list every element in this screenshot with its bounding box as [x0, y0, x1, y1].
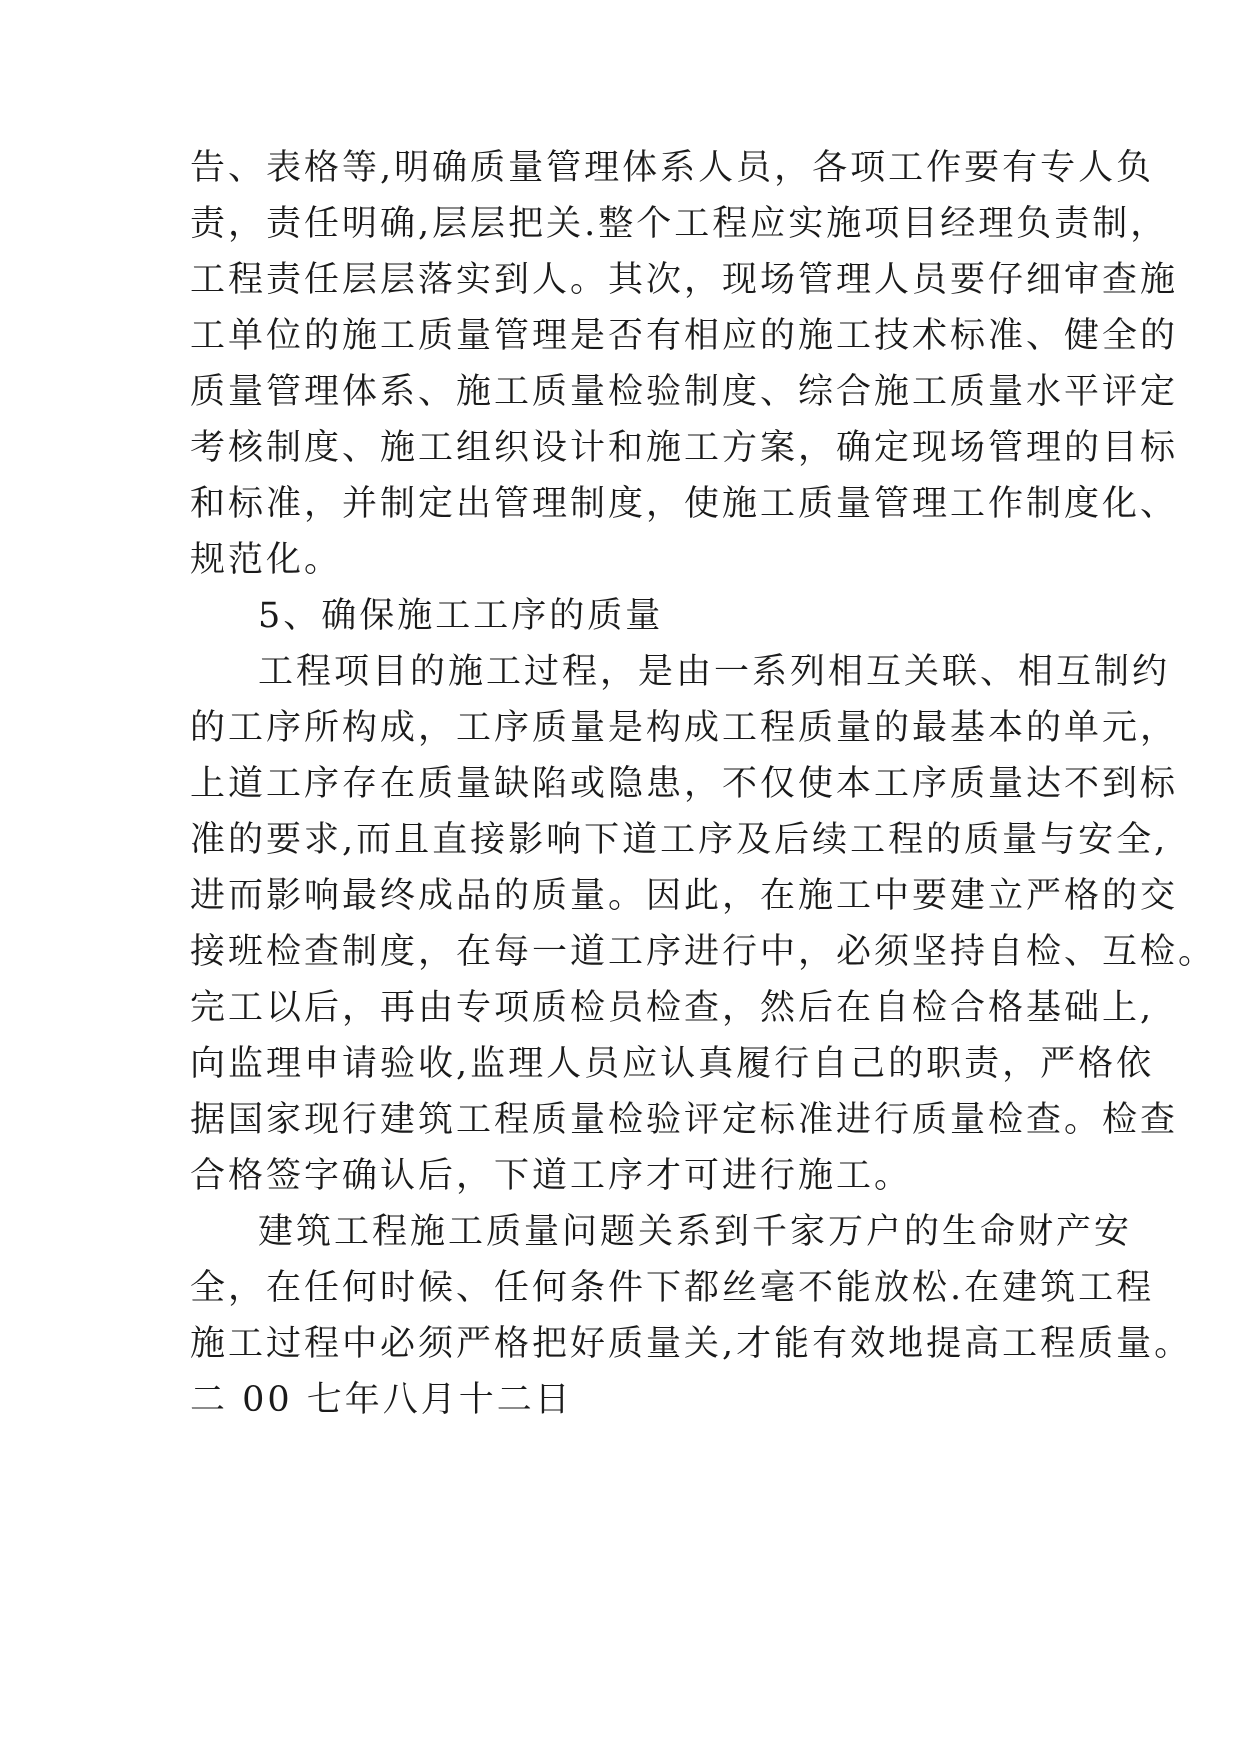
document-date: 二 00 七年八月十二日 — [190, 1380, 573, 1420]
text-line: 建筑工程施工质量问题关系到千家万户的生命财产安 — [258, 1212, 1133, 1252]
section-heading: 5、确保施工工序的质量 — [258, 596, 664, 636]
text-line: 接班检查制度，在每一道工序进行中，必须坚持自检、互检。 — [190, 932, 1217, 972]
text-line: 告、表格等,明确质量管理体系人员，各项工作要有专人负 — [190, 148, 1155, 188]
text-line: 准的要求,而且直接影响下道工序及后续工程的质量与安全, — [190, 820, 1169, 860]
text-line: 上道工序存在质量缺陷或隐患，不仅使本工序质量达不到标 — [190, 764, 1179, 804]
text-line: 向监理申请验收,监理人员应认真履行自己的职责，严格依 — [190, 1044, 1155, 1084]
text-line: 和标准，并制定出管理制度，使施工质量管理工作制度化、 — [190, 484, 1179, 524]
text-line: 的工序所构成，工序质量是构成工程质量的最基本的单元， — [190, 708, 1179, 748]
text-line: 规范化。 — [190, 540, 343, 580]
text-line: 进而影响最终成品的质量。因此，在施工中要建立严格的交 — [190, 876, 1179, 916]
text-line: 工程项目的施工过程，是由一系列相互关联、相互制约 — [258, 652, 1171, 692]
text-line: 工单位的施工质量管理是否有相应的施工技术标准、健全的 — [190, 316, 1179, 356]
text-line: 考核制度、施工组织设计和施工方案，确定现场管理的目标 — [190, 428, 1179, 468]
text-line: 全，在任何时候、任何条件下都丝毫不能放松.在建筑工程 — [190, 1268, 1155, 1308]
text-line: 合格签字确认后，下道工序才可进行施工。 — [190, 1156, 913, 1196]
text-line: 工程责任层层落实到人。其次，现场管理人员要仔细审查施 — [190, 260, 1179, 300]
text-line: 据国家现行建筑工程质量检验评定标准进行质量检查。检查 — [190, 1100, 1179, 1140]
text-line: 质量管理体系、施工质量检验制度、综合施工质量水平评定 — [190, 372, 1179, 412]
text-line: 完工以后，再由专项质检员检查，然后在自检合格基础上, — [190, 988, 1155, 1028]
text-line: 施工过程中必须严格把好质量关,才能有效地提高工程质量。 — [190, 1324, 1193, 1364]
text-line: 责，责任明确,层层把关.整个工程应实施项目经理负责制， — [190, 204, 1169, 244]
